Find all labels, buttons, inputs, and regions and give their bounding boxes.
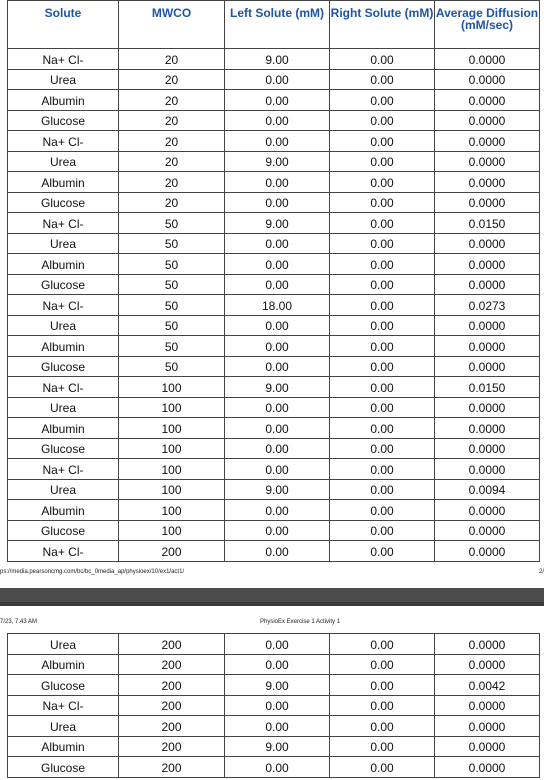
cell-mwco: 200 <box>119 695 225 716</box>
cell-mwco: 100 <box>119 520 225 541</box>
table-row <box>8 541 540 562</box>
table-row <box>8 172 540 193</box>
cell-solute: Na+ Cl- <box>8 49 119 70</box>
cell-mwco: 20 <box>119 49 225 70</box>
cell-mwco: 100 <box>119 500 225 521</box>
cell-mwco: 20 <box>119 110 225 131</box>
table-row <box>8 695 540 716</box>
cell-left-solute: 0.00 <box>225 131 330 152</box>
cell-average-diffusion: 0.0094 <box>435 479 540 500</box>
cell-mwco: 50 <box>119 336 225 357</box>
cell-average-diffusion: 0.0000 <box>435 520 540 541</box>
cell-average-diffusion: 0.0000 <box>435 356 540 377</box>
cell-right-solute: 0.00 <box>330 69 435 90</box>
cell-mwco: 100 <box>119 459 225 480</box>
cell-left-solute: 0.00 <box>225 315 330 336</box>
cell-mwco: 200 <box>119 736 225 757</box>
cell-mwco: 20 <box>119 131 225 152</box>
table-body-page1 <box>8 49 540 562</box>
cell-solute: Glucose <box>8 520 119 541</box>
table-row <box>8 716 540 737</box>
cell-mwco: 50 <box>119 315 225 336</box>
cell-left-solute: 9.00 <box>225 151 330 172</box>
cell-mwco: 100 <box>119 479 225 500</box>
cell-right-solute: 0.00 <box>330 192 435 213</box>
cell-left-solute: 0.00 <box>225 418 330 439</box>
cell-average-diffusion: 0.0000 <box>435 654 540 675</box>
cell-right-solute: 0.00 <box>330 49 435 70</box>
cell-solute: Urea <box>8 634 119 655</box>
cell-left-solute: 18.00 <box>225 295 330 316</box>
cell-solute: Urea <box>8 479 119 500</box>
cell-mwco: 100 <box>119 377 225 398</box>
cell-mwco: 50 <box>119 254 225 275</box>
cell-average-diffusion: 0.0000 <box>435 233 540 254</box>
cell-mwco: 100 <box>119 418 225 439</box>
cell-solute: Albumin <box>8 172 119 193</box>
cell-right-solute: 0.00 <box>330 110 435 131</box>
cell-solute: Glucose <box>8 192 119 213</box>
header-left-solute: Left Solute (mM) <box>225 1 330 49</box>
cell-left-solute: 0.00 <box>225 356 330 377</box>
cell-left-solute: 9.00 <box>225 377 330 398</box>
table-row <box>8 90 540 111</box>
cell-solute: Na+ Cl- <box>8 695 119 716</box>
cell-average-diffusion: 0.0000 <box>435 500 540 521</box>
cell-average-diffusion: 0.0000 <box>435 757 540 778</box>
cell-average-diffusion: 0.0000 <box>435 736 540 757</box>
cell-mwco: 20 <box>119 172 225 193</box>
cell-left-solute: 0.00 <box>225 695 330 716</box>
cell-right-solute: 0.00 <box>330 520 435 541</box>
table-row <box>8 397 540 418</box>
cell-solute: Glucose <box>8 356 119 377</box>
page-header-title: PhysioEx Exercise 1 Activity 1 <box>260 619 341 625</box>
cell-average-diffusion: 0.0000 <box>435 397 540 418</box>
cell-left-solute: 0.00 <box>225 69 330 90</box>
table-row <box>8 418 540 439</box>
cell-solute: Glucose <box>8 438 119 459</box>
cell-right-solute: 0.00 <box>330 172 435 193</box>
table-row <box>8 438 540 459</box>
cell-right-solute: 0.00 <box>330 397 435 418</box>
table-row <box>8 131 540 152</box>
table-row <box>8 274 540 295</box>
cell-right-solute: 0.00 <box>330 377 435 398</box>
table-row <box>8 520 540 541</box>
table-row <box>8 315 540 336</box>
cell-solute: Glucose <box>8 110 119 131</box>
table-row <box>8 295 540 316</box>
cell-solute: Glucose <box>8 757 119 778</box>
cell-mwco: 50 <box>119 233 225 254</box>
cell-mwco: 20 <box>119 192 225 213</box>
table-row <box>8 49 540 70</box>
cell-solute: Albumin <box>8 90 119 111</box>
cell-left-solute: 0.00 <box>225 254 330 275</box>
table-row <box>8 736 540 757</box>
cell-right-solute: 0.00 <box>330 695 435 716</box>
cell-right-solute: 0.00 <box>330 736 435 757</box>
header-mwco: MWCO <box>119 1 225 49</box>
header-average-diffusion: Average Diffusion (mM/sec) <box>435 1 540 49</box>
cell-mwco: 20 <box>119 151 225 172</box>
cell-left-solute: 0.00 <box>225 233 330 254</box>
page-separator-shadow <box>0 602 544 606</box>
cell-left-solute: 9.00 <box>225 213 330 234</box>
cell-solute: Urea <box>8 315 119 336</box>
cell-left-solute: 0.00 <box>225 459 330 480</box>
table-row <box>8 675 540 696</box>
cell-solute: Albumin <box>8 418 119 439</box>
table-row <box>8 479 540 500</box>
cell-left-solute: 0.00 <box>225 520 330 541</box>
cell-solute: Albumin <box>8 254 119 275</box>
cell-right-solute: 0.00 <box>330 213 435 234</box>
cell-mwco: 200 <box>119 654 225 675</box>
cell-average-diffusion: 0.0000 <box>435 49 540 70</box>
table-row <box>8 110 540 131</box>
table-row <box>8 757 540 778</box>
cell-average-diffusion: 0.0042 <box>435 675 540 696</box>
cell-average-diffusion: 0.0000 <box>435 315 540 336</box>
cell-mwco: 50 <box>119 356 225 377</box>
cell-average-diffusion: 0.0000 <box>435 418 540 439</box>
table-row <box>8 254 540 275</box>
table-row <box>8 69 540 90</box>
cell-right-solute: 0.00 <box>330 233 435 254</box>
cell-average-diffusion: 0.0150 <box>435 213 540 234</box>
cell-left-solute: 9.00 <box>225 736 330 757</box>
cell-right-solute: 0.00 <box>330 254 435 275</box>
cell-right-solute: 0.00 <box>330 336 435 357</box>
cell-mwco: 200 <box>119 675 225 696</box>
cell-average-diffusion: 0.0000 <box>435 541 540 562</box>
cell-average-diffusion: 0.0000 <box>435 459 540 480</box>
table-row <box>8 654 540 675</box>
cell-left-solute: 0.00 <box>225 397 330 418</box>
cell-left-solute: 0.00 <box>225 541 330 562</box>
cell-average-diffusion: 0.0000 <box>435 336 540 357</box>
table-row <box>8 192 540 213</box>
cell-average-diffusion: 0.0150 <box>435 377 540 398</box>
cell-right-solute: 0.00 <box>330 675 435 696</box>
cell-solute: Glucose <box>8 274 119 295</box>
cell-right-solute: 0.00 <box>330 438 435 459</box>
results-table-page1 <box>7 0 540 562</box>
cell-left-solute: 0.00 <box>225 274 330 295</box>
cell-left-solute: 0.00 <box>225 500 330 521</box>
cell-right-solute: 0.00 <box>330 315 435 336</box>
cell-left-solute: 0.00 <box>225 654 330 675</box>
table-row <box>8 500 540 521</box>
cell-right-solute: 0.00 <box>330 274 435 295</box>
cell-solute: Na+ Cl- <box>8 459 119 480</box>
cell-right-solute: 0.00 <box>330 716 435 737</box>
cell-average-diffusion: 0.0000 <box>435 192 540 213</box>
cell-left-solute: 9.00 <box>225 479 330 500</box>
cell-solute: Urea <box>8 233 119 254</box>
results-table-page2 <box>7 633 540 778</box>
cell-right-solute: 0.00 <box>330 757 435 778</box>
cell-average-diffusion: 0.0000 <box>435 716 540 737</box>
cell-right-solute: 0.00 <box>330 459 435 480</box>
cell-left-solute: 9.00 <box>225 675 330 696</box>
cell-solute: Na+ Cl- <box>8 295 119 316</box>
cell-mwco: 20 <box>119 90 225 111</box>
table-row <box>8 233 540 254</box>
cell-mwco: 100 <box>119 438 225 459</box>
cell-left-solute: 9.00 <box>225 49 330 70</box>
cell-left-solute: 0.00 <box>225 172 330 193</box>
cell-mwco: 200 <box>119 757 225 778</box>
cell-average-diffusion: 0.0000 <box>435 634 540 655</box>
cell-mwco: 50 <box>119 295 225 316</box>
cell-mwco: 200 <box>119 634 225 655</box>
cell-average-diffusion: 0.0000 <box>435 695 540 716</box>
cell-mwco: 50 <box>119 213 225 234</box>
cell-average-diffusion: 0.0273 <box>435 295 540 316</box>
table-row <box>8 336 540 357</box>
cell-right-solute: 0.00 <box>330 634 435 655</box>
cell-average-diffusion: 0.0000 <box>435 254 540 275</box>
page-header-datetime: 7/23, 7:43 AM <box>0 619 38 625</box>
cell-left-solute: 0.00 <box>225 757 330 778</box>
header-solute: Solute <box>8 1 119 49</box>
cell-right-solute: 0.00 <box>330 418 435 439</box>
table-row <box>8 459 540 480</box>
cell-solute: Na+ Cl- <box>8 541 119 562</box>
cell-left-solute: 0.00 <box>225 716 330 737</box>
cell-solute: Albumin <box>8 336 119 357</box>
cell-left-solute: 0.00 <box>225 90 330 111</box>
cell-solute: Urea <box>8 151 119 172</box>
footer-page-number: 2/ <box>538 569 544 575</box>
cell-solute: Na+ Cl- <box>8 213 119 234</box>
cell-right-solute: 0.00 <box>330 541 435 562</box>
cell-average-diffusion: 0.0000 <box>435 172 540 193</box>
table-body-page2 <box>8 634 540 778</box>
cell-average-diffusion: 0.0000 <box>435 274 540 295</box>
table-row <box>8 213 540 234</box>
cell-right-solute: 0.00 <box>330 131 435 152</box>
cell-solute: Albumin <box>8 654 119 675</box>
cell-average-diffusion: 0.0000 <box>435 90 540 111</box>
cell-solute: Na+ Cl- <box>8 377 119 398</box>
cell-mwco: 200 <box>119 541 225 562</box>
cell-right-solute: 0.00 <box>330 295 435 316</box>
cell-average-diffusion: 0.0000 <box>435 69 540 90</box>
cell-solute: Albumin <box>8 500 119 521</box>
cell-right-solute: 0.00 <box>330 90 435 111</box>
cell-left-solute: 0.00 <box>225 336 330 357</box>
cell-average-diffusion: 0.0000 <box>435 151 540 172</box>
table-row <box>8 634 540 655</box>
cell-mwco: 50 <box>119 274 225 295</box>
table-row <box>8 377 540 398</box>
cell-mwco: 20 <box>119 69 225 90</box>
cell-mwco: 100 <box>119 397 225 418</box>
cell-solute: Urea <box>8 397 119 418</box>
cell-solute: Na+ Cl- <box>8 131 119 152</box>
cell-average-diffusion: 0.0000 <box>435 438 540 459</box>
cell-average-diffusion: 0.0000 <box>435 131 540 152</box>
cell-solute: Urea <box>8 716 119 737</box>
table-row <box>8 356 540 377</box>
cell-left-solute: 0.00 <box>225 192 330 213</box>
header-right-solute: Right Solute (mM) <box>330 1 435 49</box>
table-row <box>8 151 540 172</box>
cell-left-solute: 0.00 <box>225 438 330 459</box>
cell-mwco: 200 <box>119 716 225 737</box>
cell-solute: Glucose <box>8 675 119 696</box>
cell-right-solute: 0.00 <box>330 356 435 377</box>
cell-left-solute: 0.00 <box>225 634 330 655</box>
footer-url: ps://media.pearsoncmg.com/bc/bc_0media_ap/physioex/10/ex1/act1/ <box>0 569 185 575</box>
cell-solute: Urea <box>8 69 119 90</box>
table-header-row <box>8 1 540 49</box>
cell-right-solute: 0.00 <box>330 151 435 172</box>
cell-right-solute: 0.00 <box>330 654 435 675</box>
cell-solute: Albumin <box>8 736 119 757</box>
cell-right-solute: 0.00 <box>330 500 435 521</box>
cell-left-solute: 0.00 <box>225 110 330 131</box>
cell-right-solute: 0.00 <box>330 479 435 500</box>
cell-average-diffusion: 0.0000 <box>435 110 540 131</box>
